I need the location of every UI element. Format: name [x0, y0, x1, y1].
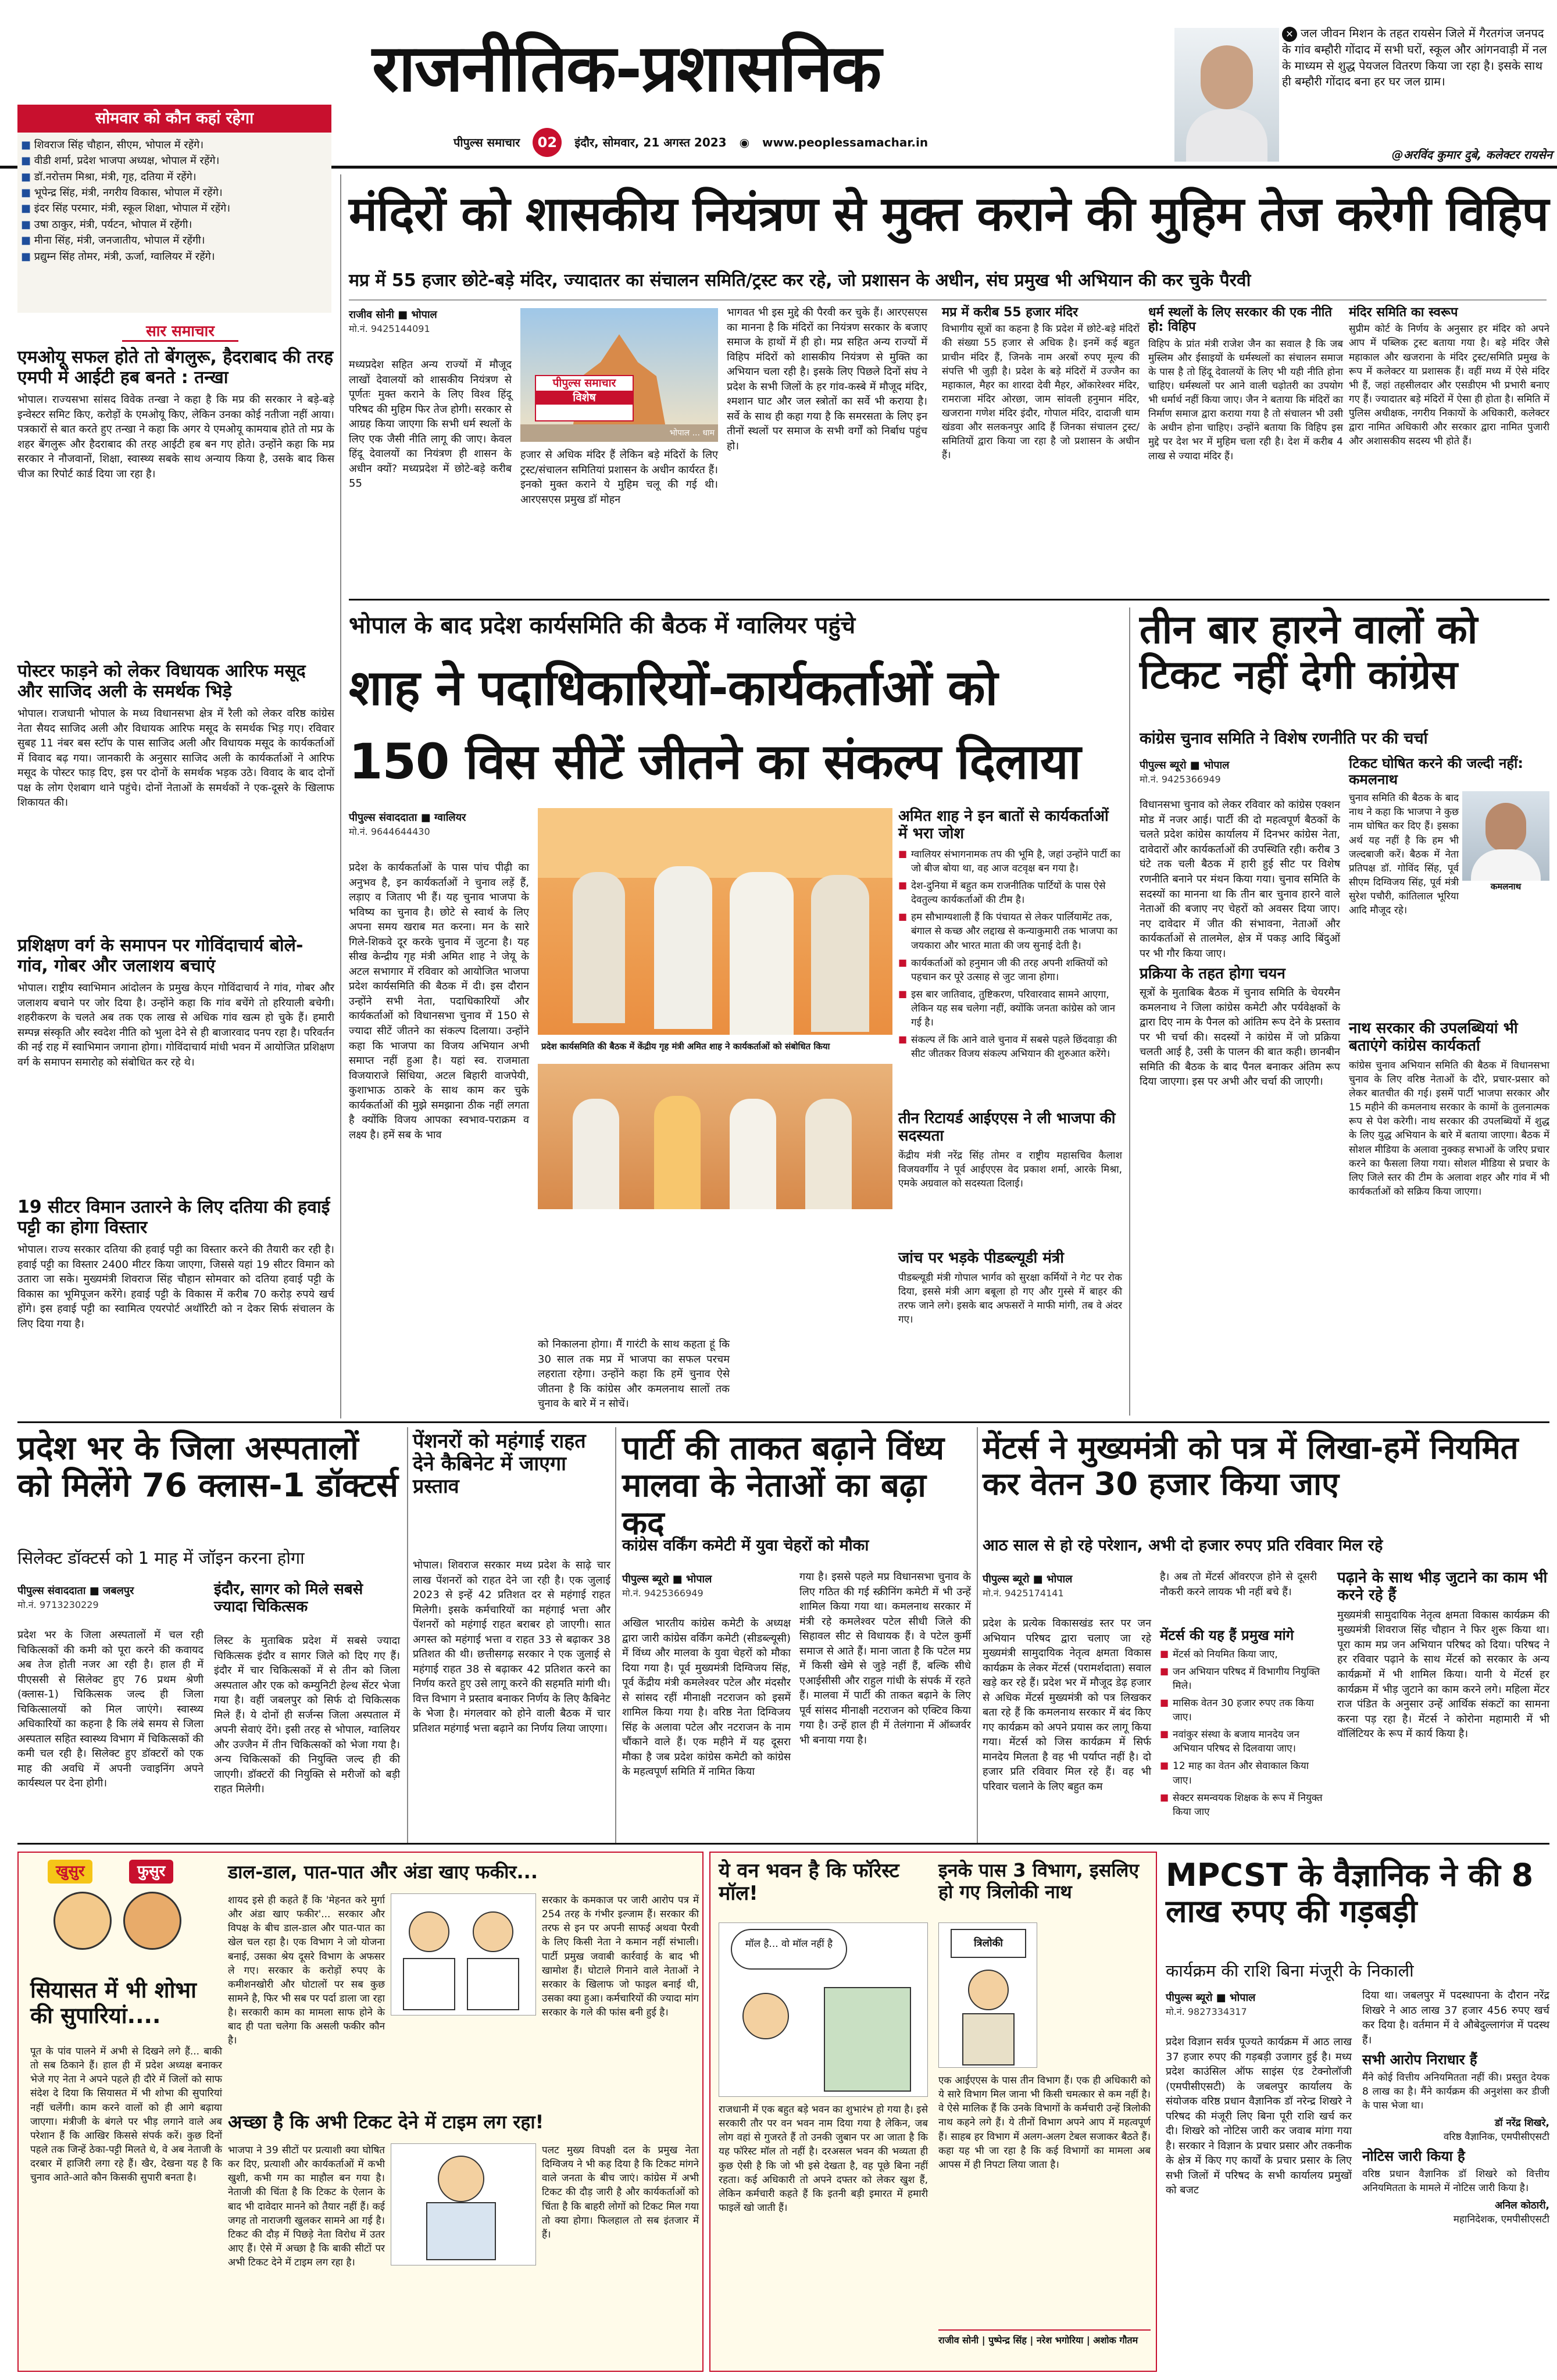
mentors-byline: पीपुल्स ब्यूरो ■ भोपाल मो.नं. 9425174141 [983, 1573, 1073, 1599]
shah-headline-line-2: 150 विस सीटें जीतने का संकल्प दिलाया [349, 733, 1081, 790]
website-link[interactable]: www.peoplessamachar.in [762, 135, 929, 149]
pension-body [413, 1558, 610, 1837]
retired-ias-head: तीन रिटायर्ड आईएएस ने ली भाजपा की सदस्यता [898, 1110, 1116, 1145]
vindhya-deck: कांग्रेस वर्किंग कमेटी में युवा चेहरों को मौका [622, 1536, 869, 1554]
trilok-headline: इनके पास 3 विभाग, इसलिए हो गए त्रिलोकी नाथ [938, 1859, 1140, 1903]
mentor-demand: ■ 12 माह का वेतन और सेवाकाल किया जाए। [1160, 1759, 1323, 1787]
shah-kicker: भोपाल के बाद प्रदेश कार्यसमिति की बैठक में ग्वालियर पहुंचे [349, 612, 856, 639]
vindhya-body [622, 1570, 971, 1837]
schedule-header: सोमवार को कौन कहां रहेगा [17, 105, 331, 133]
ticket-headline: अच्छा है कि अभी टिकट देने में टाइम लग रहा! [228, 2111, 544, 2133]
lead-story-body [349, 305, 930, 549]
fusur-label: फुसुर [129, 1860, 173, 1884]
pension-rule [615, 1427, 616, 1843]
shah-col-2-upper [538, 1215, 892, 1337]
mentors-col-2: है। अब तो मेंटर्स ऑवरएज होने से दूसरी नौकरी करने लायक भी नहीं बचे हैं। [1160, 1571, 1317, 1598]
dal-dal-headline: डाल-डाल, पात-पात और अंडा खाए फकीर... [228, 1861, 538, 1883]
mentors-deck: आठ साल से हो रहे परेशान, अभी दो हजार रुपए प्रति रविवार मिल रहे [983, 1536, 1383, 1554]
shah-headline-line-1: शाह ने पदाधिकारियों-कार्यकर्ताओं को [349, 659, 998, 716]
vindhya-headline: पार्टी की ताकत बढ़ाने विंध्य मालवा के नेताओं का बढ़ा कद [622, 1430, 945, 1542]
kamalnath-caption: कमलनाथ [1462, 881, 1549, 893]
mentors-crowd-head: पढ़ाने के साथ भीड़ जुटाने का काम भी करने रहे हैं [1337, 1569, 1548, 1604]
selection-process-head: प्रक्रिया के तहत होगा चयन [1140, 965, 1285, 983]
hospital-rule [407, 1427, 408, 1843]
shah-point: ■ संकल्प लें कि आने वाले चुनाव में सबसे पहले छिंदवाड़ा की सीट जीतकर विजय संकल्प अभियान की शुरुआत करेंगे। [898, 1033, 1122, 1061]
shah-points-list [898, 848, 1122, 1062]
special-badge: पीपुल्स समाचार विशेष [535, 375, 634, 421]
whisper-cartoon-icon [53, 1892, 112, 1950]
lead-headline: मंदिरों को शासकीय नियंत्रण से मुक्त कराने की मुहिम तेज करेगी विहिप [349, 187, 1549, 242]
shah-point: ■ देश-दुनिया में बहुत कम राजनीतिक पार्टियों के पास ऐसे देवतुल्य कार्यकर्ताओं की टीम है। [898, 879, 1122, 907]
listener-cartoon-icon [123, 1892, 181, 1950]
lead-col-2: हजार से अधिक मंदिर हैं लेकिन बड़े मंदिरों के लिए ट्रस्ट/संचालन समितियां प्रशासन के अधीन कार्यरत हैं। इनको मुक्त कराने ये मुहिम चलू की गई थी। आरएसएस प्रमुख डॉ मोहन [520, 449, 718, 506]
shah-col-1: प्रदेश के कार्यकर्ताओं के पास पांच पीढ़ी का अनुभव है, इन कार्यकर्ताओं ने चुनाव लड़ें हैं, लड़ाए व जिताए भी हैं। यह चुनाव भाजपा के भविष्य का चुनाव है। छोटे से स्वार्थ के लिए अपना समय खराब मत करना। मन के सारे गिले-शिकवे दूर करके चुनाव में जुटना है। यह सीख केन्द्रीय गृह मंत्री अमित शाह ने जेयू के अटल सभागार में रविवार को आयोजित भाजपा प्रदेश कार्यसमिति की बैठक में दी। इस दौरान उन्होंने सभी नेता, पदाधिकारियों और कार्यकर्ताओं को विधानसभा चुनाव में 150 से ज्यादा सीटें जीतने का संकल्प दिलाया। उन्होंने कहा कि भाजपा का विजय अभियान अभी समाप्त नहीं हुआ है। यहां स्व. राजमाता विजयाराजे सिंधिया, अटल बिहारी वाजपेयी, कुशाभाऊ ठाकरे के साथ काम कर चुके कार्यकर्ताओं की मुझे समझाना ठीक नहीं लगता है क्योंकि विजय आपका स्वभाव-पराक्रम व लक्ष्य है। हमें सब के भाव [349, 862, 529, 1141]
brief-headline: एमओयू सफल होते तो बेंगलुरू, हैदराबाद की तरह एमपी में आईटी हब बनते : तन्खा [17, 347, 334, 388]
lead-byline: राजीव सोनी ■ भोपाल मो.नं. 9425144091 [349, 309, 437, 334]
brief-1 [17, 348, 334, 656]
pwd-minister-body: पीडब्ल्यूडी मंत्री गोपाल भार्गव को सुरक्षा कर्मियों ने गेट पर रोक दिया, इससे मंत्री आग बबूला हो गए और गुस्से में बाहर की तरफ जाने लगे। इसके बाद अफसरों ने माफी मांगी, तब वे अंदर गए। [898, 1271, 1122, 1326]
bottom-band-rule [17, 1843, 1549, 1845]
brand-label: पीपुल्स समाचार [453, 135, 520, 149]
pension-headline: पेंशनरों को महंगाई राहत देने कैबिनेट में जाएगा प्रस्ताव [413, 1430, 586, 1499]
mpcst-deck: कार्यक्रम की राशि बिना मंजूरी के निकाली [1166, 1961, 1414, 1981]
dal-dal-cartoon [391, 1893, 536, 2016]
collector-quote [1282, 26, 1549, 151]
trilok-body: एक आईएएस के पास तीन विभाग हैं। एक ही अधिकारी को ये सारे विभाग मिल जाना भी किसी चमत्कार से कम नहीं है। वे ऐसे मालिक हैं कि उनके विभागों के कर्मचारी उन्हें त्रिलोकी नाथ कहने लगे हैं। ये तीनों विभाग अपने आप में महत्वपूर्ण हैं। साहब हर विभाग में अलग-अलग टेबल सजाकर बैठते हैं। कहा यह भी जा रहा है कि कई विभागों का मामला अब आपस में ही निपटा लिया जाता है। [938, 2075, 1151, 2171]
sidebar-rule [340, 174, 341, 1418]
hospital-col-2: लिस्ट के मुताबिक प्रदेश में सबसे ज्यादा चिकित्सक इंदौर व सागर जिले को दिए गए हैं। इंदौर में चार चिकित्सकों में से तीन को जिला अस्पताल और एक को कम्युनिटी हेल्थ सेंटर भेजा गया है। वहीं जबलपुर को सिर्फ दो चिकित्सक मिले हैं। ये दोनों ही सर्जन्स जिला अस्पताल में अपनी सेवाएं देंगे। इसी तरह से भोपाल, ग्वालियर और उज्जैन में तीन चिकित्सकों को भेजा गया है। अन्य चिकित्सकों की नियुक्ति जल्द ही की जाएगी। डॉक्टरों की नियुक्ति से मरीजों को बड़ी राहत मिलेगी। [214, 1635, 400, 1796]
temples-count-head: मप्र में करीब 55 हजार मंदिर [942, 305, 1079, 320]
mpcst-byline: पीपुल्स ब्यूरो ■ भोपाल मो.नं. 9827334317 [1166, 1992, 1256, 2017]
schedule-list [17, 133, 331, 313]
kamalnath-head: टिकट घोषित करने की जल्दी नहीं: कमलनाथ [1349, 755, 1523, 788]
globe-icon: ◉ [739, 135, 750, 149]
collector-photo [1174, 28, 1279, 162]
cong-deck: कांग्रेस चुनाव समिति ने विशेष रणनीति पर की चर्चा [1140, 730, 1428, 748]
shah-point: ■ ग्वालियर संभागनामक तप की भूमि है, जहां उन्होंने पार्टी का जो बीज बोया था, वह आज वटवृक्ष बन गया है। [898, 848, 1122, 875]
kamalnath-box [1349, 756, 1549, 1014]
shah-point: ■ कार्यकर्ताओं को हनुमान जी की तरह अपनी शक्तियों को पहचान कर पूरे उत्साह से जुट जाना होगा। [898, 956, 1122, 984]
vhp-policy-box [1148, 305, 1343, 549]
hospital-body [17, 1581, 401, 1837]
forest-headline: ये वन भवन है कि फॉरेस्ट मॉल! [719, 1859, 899, 1906]
nath-achievements-body: कांग्रेस चुनाव अभियान समिति की बैठक में विधानसभा चुनाव के लिए वरिष्ठ नेताओं के दौरे, प्रचार-प्रसार को लेकर बातचीत की गई। इसमें पार्टी भाजपा सरकार और 15 महीने की कमलनाथ सरकार के कामों के तुलनात्मक रूप से पेश करेगी। नाथ सरकार की उपलब्धियों में शुद्ध के लिए युद्ध अभियान के बारे में बताया जाएगा। बैठक में सोशल मीडिया के अलावा नुक्कड़ सभाओं के जरिए प्रचार करने का फैसला लिया गया। सोशल मीडिया से प्रचार के लिए जिले स्तर की टीम के अलावा शहर और गांव में भी कार्यकर्ताओं को सक्रिय किया जाएगा। [1349, 1059, 1549, 1198]
brief-2 [17, 662, 334, 935]
temples-count-box [942, 305, 1140, 549]
schedule-box [17, 105, 331, 317]
temple-photo-caption: भोपाल ... धाम [669, 428, 715, 438]
mentors-body [983, 1570, 1331, 1837]
shah-point: ■ हम सौभाग्यशाली हैं कि पंचायत से लेकर पार्लियामेंट तक, बंगाल से कच्छ और लद्दाख से कन्याकुमारी तक भाजपा का जयकारा और भारत माता की जय सुनाई देती है। [898, 910, 1122, 952]
hospital-col-1: प्रदेश भर के जिला अस्पतालों में चल रही चिकित्सकों की कमी को पूरा करने की कवायद अब तेज होती नजर आ रही है। हाल ही में पीएससी से सिलेक्ट हुए 76 प्रथम श्रेणी (क्लास-1) चिकित्सक जल्द ही जिला चिकित्सालयों को मिल जाएंगे। स्वास्थ्य अधिकारियों का कहना है कि लंबे समय से जिला अस्पताल सहित स्वास्थ्य विभाग में चिकित्सकों की कमी चल रही है। सिलेक्ट हुए डॉक्टरों को एक माह की अवधि में अपनी ज्वाइनिंग अपने कार्यस्थल पर देना होगी। [17, 1629, 203, 1790]
mentor-demand: ■ नवांकुर संस्था के बजाय मानदेय जन अभियान परिषद से दिलवाया जाए। [1160, 1728, 1323, 1756]
schedule-item: ■ मीना सिंह, मंत्री, जनजातीय, भोपाल में रहेंगी। [21, 234, 205, 247]
schedule-item: ■ भूपेन्द्र सिंह, मंत्री, नगरीय विकास, भोपाल में रहेंगे। [21, 187, 223, 199]
khusur-label: खुसुर [48, 1860, 92, 1884]
khusur-body: पूत के पांव पालने में अभी से दिखने लगे हैं... बाकी तो सब ठिकाने हैं। हाल ही में प्रदेश अध्यक्ष बनाकर भेजे गए नेता ने अपने पहले ही दौरे में जिलों को साफ संदेश दे दिया कि सियासत में भी शोभा की सुपारियां नहीं चलेंगी। काम करने वालों को ही आगे बढ़ाया जाएगा। मंत्रीजी के बंगले पर भीड़ लगाने वाले अब परेशान हैं कि आखिर किससे संपर्क करें। कुछ दिनों पहले तक जिन्हें ठेका-पट्टी मिलते थे, वे अब नेताजी के दरबार में हाजिरी लगा रहे हैं। खैर, देखना यह है कि चुनाव आते-आते कौन किसकी सुपारी बनता है। [30, 2046, 223, 2184]
pwd-minister-head: जांच पर भड़के पीडब्ल्यूडी मंत्री [898, 1249, 1064, 1267]
mentor-demands-list [1160, 1648, 1323, 1819]
mentors-headline: मेंटर्स ने मुख्यमंत्री को पत्र में लिखा-हमें नियमित कर वेतन 30 हजार किया जाए [983, 1430, 1519, 1503]
schedule-item: ■ वीडी शर्मा, प्रदेश भाजपा अध्यक्ष, भोपाल में रहेंगे। [21, 155, 220, 167]
khusur-badge [30, 1860, 205, 1970]
temple-committee-body: सुप्रीम कोर्ट के निर्णय के अनुसार हर मंदिर को अपने आप में पब्लिक ट्रस्ट बताया गया है। बड़े मंदिर जैसे महाकाल और खजराना के मंदिर ट्रस्ट/समिति प्रमुख के रूप में कलेक्टर या प्रशासक हैं। वहीं मध्य में ऐसे मंदिर भी हैं, जहां तहसीलदार और एसडीएम भी प्रभारी बनाए गए हैं। ज्यादातर बड़े मंदिरों में ऐसा ही होता है। समिति में पुलिस अधीक्षक, नगरीय निकायों के अधिकारी, कलेक्टर द्वारा नामित अधिकारी और सरकार द्वारा नामित पुजारी और अशासकीय सदस्य भी होते हैं। [1349, 323, 1549, 448]
brief-headline: प्रशिक्षण वर्ग के समापन पर गोविंदाचार्य बोले- गांव, गोबर और जलाशय बचाएं [17, 935, 303, 976]
shah-byline: पीपुल्स संवाददाता ■ ग्वालियर मो.नं. 9644644430 [349, 812, 466, 837]
nath-achievements-box [1349, 1020, 1549, 1416]
lead-deck: मप्र में 55 हजार छोटे-बड़े मंदिर, ज्यादातर का संचालन समिति/ट्रस्ट कर रहे, जो प्रशासन के अधीन, संघ प्रमुख भी अभियान की कर चुके पैरवी [349, 270, 1251, 291]
lead-col-1: मध्यप्रदेश सहित अन्य राज्यों में मौजूद लाखों देवालयों को शासकीय नियंत्रण से पूर्णतः मुक्त कराने के लिए विश्व हिंदू परिषद की मुहिम फिर तेज होगी। सरकार से आग्रह किया जाएगा कि सभी धर्म स्थलों के लिए एक जैसी नीति लागू की जाए। केवल हिंदू देवालयों का नियंत्रण ही शासन के अधीन क्यों? मध्यप्रदेश में छोटे-बड़े करीब 55 [349, 359, 512, 490]
page-number: 02 [533, 128, 562, 157]
brief-body: भोपाल। राज्यसभा सांसद विवेक तन्खा ने कहा है कि मप्र की सरकार ने बड़े-बड़े इन्वेस्टर समिट किए, करोड़ों के एमओयू किए, लेकिन उनका कोई नतीजा नहीं आया। पत्रकारों से बात करते हुए तन्खा ने कहा कि अगर ये एमओयू कामयाब होते तो मप्र के शहर बेंगलुरू और हैदराबाद की तरह आईटी हब बन गए होते। उन्होंने कहा कि मप्र सरकार ने नौजवानों, शिक्षा, स्वास्थ्य सबके साथ अन्याय किया है, उसके बाद किस चीज का रिपोर्ट कार्ड दिया जा रहा है। [17, 394, 334, 480]
cong-byline: पीपुल्स ब्यूरो ■ भोपाल मो.नं. 9425366949 [1140, 759, 1230, 785]
temple-committee-box [1349, 305, 1549, 549]
dal-dal-col-2: सरकार के कमकाज पर जारी आरोप पत्र में 254 तरह के गंभीर इल्जाम हैं। सरकार की तरफ से इन पर अपनी साफई अथवा पैरवी के लिए किसी नेता ने कमान नहीं संभाली। पार्टी प्रमुख जवाबी कार्रवाई के बाद भी खामोश हैं। घोटाले गिनाने वाले नेताओं ने सरकार के खिलाफ जो फाइल बनाई थी, उसका क्या हुआ। कर्मचारियों की ज्यादा मांग सरकार के गले की फांस बनी हुई है। [542, 1895, 699, 2018]
middle-band-rule [17, 1421, 1549, 1423]
brief-body: भोपाल। राष्ट्रीय स्वाभिमान आंदोलन के प्रमुख केएन गोविंदाचार्य ने गांव, गोबर और जलाशय बचाने पर जोर दिया है। उन्होंने कहा कि गांव बचेंगे तो हरियाली बचेगी। शहरीकरण के चलते अब तक एक लाख से अधिक गांव खत्म हो चुके हैं। हमारी सम्पन्न संस्कृति और स्वदेश नीति को भुला देने से ही बाजारवाद पनप रहा है। परिवर्तन की नई राह में स्वाभिमान जगाना होगा। गोविंदाचार्य मांधी भवन में आयोजित प्रशिक्षण वर्ग के समापन समारोह को संबोधित कर रहे थे। [17, 982, 334, 1069]
pwd-minister-box [898, 1250, 1122, 1416]
ias-join-photo [538, 1064, 892, 1209]
hospital-deck: सिलेक्ट डॉक्टर्स को 1 माह में जॉइन करना होगा [17, 1548, 305, 1568]
shah-point: ■ इस बार जातिवाद, तुष्टिकरण, परिवारवाद सामने आएगा, लेकिन यह सब चलेगा नहीं, क्योंकि जनता कांग्रेस को जान गई है। [898, 988, 1122, 1030]
mentor-demand: ■ जन अभियान परिषद में विभागीय नियुक्ति मिले। [1160, 1665, 1323, 1693]
mentors-col-1: प्रदेश के प्रत्येक विकासखंड स्तर पर जन अभियान परिषद द्वारा चलाए जा रहे मुख्यमंत्री सामुदायिक नेतृत्व क्षमता विकास कार्यक्रम के लेकर मेंटर्स (परामर्शदाता) सवाल खड़े कर रहे हैं। प्रदेश भर में मौजूद डेढ़ हजार से अधिक मेंटर्स मुख्यमंत्री को पत्र लिखकर बता रहे हैं कि कमलनाथ सरकार में बंद किए गए कार्यक्रम को अपने प्रयास कर लागू किया गया। मेंटर्स को जिस कार्यक्रम में सिर्फ मानदेय मिलता है वह भी पर्याप्त नहीं है। दो हजार प्रति रविवार मिल रहे हैं। वह भी परिवार चलाने के लिए बहुत कम [983, 1617, 1151, 1793]
notice-signature: अनिल कोठारी, महानिदेशक, एमपीसीएसटी [1453, 2200, 1549, 2226]
vhp-policy-body: विहिप के प्रांत मंत्री राजेश जैन का सवाल है कि जब मुस्लिम और ईसाइयों के धर्मस्थलों का संचालन समाज के पास है तो हिंदू देवालयों के लिए भी यही नीति होना चाहिए। धर्मस्थलों पर आने वाली चढ़ोतरी का उपयोग भी धर्मार्थ नहीं किया जाए। जैन ने बताया कि मंदिरों का निर्माण समाज द्वारा कराया गया है तो संचालन भी उसी के अधीन होना चाहिए। उन्होंने बताया कि विहिप इस मुद्दे पर देश भर में मुहिम चला रही है। देश में करीब 4 लाख से ज्यादा मंदिर हैं। [1148, 338, 1343, 462]
briefs-label: सार समाचार [122, 321, 238, 342]
mentor-demands-box [1160, 1628, 1323, 1837]
mentor-demand: ■ मासिक वेतन 30 हजार रुपए तक किया जाए। [1160, 1696, 1323, 1724]
pension-text: भोपाल। शिवराज सरकार मध्य प्रदेश के साढ़े चार लाख पेंशनरों को राहत देने जा रही है। एक जुलाई 2023 से इन्हें 42 प्रतिशत दर से महंगाई राहत मिलेगी। इसके कर्मचारियों का महंगाई भत्ता और पेंशनरों को महंगाई राहत बराबर हो जाएगी। सात अगस्त को महंगाई भत्ता व राहत 33 से बढ़ाकर 38 प्रतिशत की थी। छत्तीसगढ़ सरकार ने एक जुलाई से महंगाई राहत 38 से बढ़ाकर 42 प्रतिशत करने का निर्णय करते हुए उसे लागू करने की सहमति मांगी थी। वित्त विभाग ने प्रस्ताव बनाकर निर्णय के लिए कैबिनेट के भेजा है। मंगलवार को होने वाली बैठक में चार प्रतिशत महंगाई भत्ता बढ़ाने का निर्णय लिया जाएगा। [413, 1559, 610, 1735]
brief-body: भोपाल। राज्य सरकार दतिया की हवाई पट्टी का विस्तार करने की तैयारी कर रही है। हवाई पट्टी का विस्तार 2400 मीटर किया जाएगा, जिससे यहां 19 सीटर विमान को उतारा जा सके। मुख्यमंत्री शिवराज सिंह चौहान सोमवार को दतिया हवाई पट्टी के विकास का भूमिपूजन करेंगे। हवाई पट्टी के विकास में करीब 70 करोड़ रुपये खर्च होंगे। इस हवाई पट्टी का स्वामित्व एयरपोर्ट अथॉरिटी को न देकर सिर्फ संचालन के लिए दिया गया है। [17, 1243, 334, 1330]
cong-story-body [1140, 756, 1340, 1416]
cong-headline: तीन बार हारने वालों को टिकट नहीं देगी कांग्रेस [1140, 607, 1478, 699]
schedule-item: ■ प्रद्युम्न सिंह तोमर, मंत्री, ऊर्जा, ग्वालियर में रहेंगे। [21, 250, 215, 263]
mpcst-col-2: दिया था। जबलपुर में पदस्थापना के दौरान नरेंद्र शिखरे ने आठ लाख 37 हजार 456 रुपए खर्च कर दिया है। वर्तमान में वे औबेदुल्लागंज में पदस्थ हैं। सभी आरोप निराधार हैं मैंने कोई वित्तीय अनियमितता नहीं की। प्रस्तुत देयक 8 लाख का है। मैंने कार्यक्रम की अनुशंसा कर डीजी के पास भेजा था। डॉ नरेंद्र शिखरे, वरिष्ठ वैज्ञानिक, एमपीसीएसटी नोटिस जारी किया है वरिष्ठ प्रधान वैज्ञानिक डॉ शिखरे को वित्तीय अनियमितता के मामले में नोटिस जारी किया है। अनिल कोठारी, महानिदेशक, एमपीसीएसटी [1362, 1988, 1549, 2372]
mentors-crowd-box [1337, 1570, 1549, 1837]
retired-ias-box [898, 1110, 1122, 1244]
vindhya-col-1: अखिल भारतीय कांग्रेस कमेटी के अध्यक्ष द्वारा जारी कांग्रेस वर्किंग कमेटी (सीडब्ल्यूसी) में विंध्य और मालवा के युवा चेहरों को मौका दिया गया है। पूर्व मुख्यमंत्री दिग्विजय सिंह, पूर्व केंद्रीय मंत्री कमलेश्वर पटेल और मंदसौर से सांसद रहीं मीनाक्षी नटराजन को इसमें शामिल किया गया है। वरिष्ठ नेता दिग्विजय सिंह के अलावा पटेल और नटराजन के नाम चौंकाने वाले हैं। एक महीने में यह दूसरा मौका है जब प्रदेश कांग्रेस कमेटी को कांग्रेस के महत्वपूर्ण समिति में नामित किया [622, 1617, 791, 1778]
vindhya-rule [977, 1427, 978, 1843]
allegations-baseless-head: सभी आरोप निराधार हैं [1362, 2052, 1477, 2068]
dateline: इंदौर, सोमवार, 21 अगस्त 2023 [574, 135, 727, 149]
shah-photo [538, 808, 892, 1058]
masthead-title: राजनीतिक-प्रशासनिक [372, 30, 881, 106]
lead-bottom-rule [349, 599, 1549, 601]
allegations-baseless-body: मैंने कोई वित्तीय अनियमितता नहीं की। प्रस्तुत देयक 8 लाख का है। मैंने कार्यक्रम की अनुशंसा कर डीजी के पास भेजा था। [1362, 2071, 1549, 2112]
x-social-icon: ✕ [1282, 27, 1297, 42]
shah-points-head: अमित शाह ने इन बातों से कार्यकर्ताओं में भरा जोश [898, 807, 1109, 842]
forest-cartoon [719, 1922, 928, 2097]
dal-dal-col-1: शायद इसे ही कहते हैं कि 'मेहनत करे मुर्गा और अंडा खाए फकीर'... सरकार और विपक्ष के बीच डाल-डाल और पात-पात का खेल चल रहा है। एक विभाग ने जो योजना बनाई, उसका श्रेय दूसरे विभाग के अफसर ले गए। सरकार के करोड़ों रुपए के कमीशनखोरी और घोटालों पर सब कुछ सामने है, फिर भी सब पर पर्दा डाला जा रहा है। सरकारी काम का मामला साफ होने के बाद ही पता चलेगा कि असली फकीर कौन है। [228, 1895, 385, 2047]
khusur-fusur-box [17, 1852, 703, 2372]
forest-speech-bubble: मॉल है... वो मॉल नहीं है [731, 1929, 847, 1970]
brief-headline: 19 सीटर विमान उतारने के लिए दतिया की हवाई पट्टी का होगा विस्तार [17, 1197, 330, 1238]
satire-box [709, 1852, 1157, 2372]
mpcst-col-1: प्रदेश विज्ञान सर्वत्र पूज्यते कार्यक्रम में आठ लाख 37 हजार रुपए की गड़बड़ी उजागर हुई है। मध्य प्रदेश काउंसिल ऑफ साइंस एंड टेक्नोलॉजी (एमपीसीएसटी) के जबलपुर कार्यालय के संयोजक वरिष्ठ प्रधान वैज्ञानिक डॉ नरेन्द्र शिखरे ने परिषद की मंजूरी लिए बिना पूरी राशि खर्च कर दी। शिखरे को नोटिस जारी कर जवाब मांगा गया है। सरकार ने विज्ञान के प्रचार प्रसार और तकनीक के क्षेत्र में किए गए कार्यों के प्रचार प्रसार के लिए सभी जिलों में परिषद के सभी कार्यालय प्रमुखों को बजट [1166, 2036, 1352, 2197]
quote-text: जल जीवन मिशन के तहत रायसेन जिले में गैरतगंज जनपद के गांव बम्हौरी गोंदाद में सभी घरों, स्कूल और आंगनवाड़ी में नल के माध्यम से शुद्ध पेयजल वितरण किया जा रहा है। इसके साथ ही बम्हौरी गोंदाद बना हर घर जल ग्राम। [1282, 26, 1547, 89]
deck-rule [349, 299, 1547, 301]
mentor-demands-head: मेंटर्स की यह हैं प्रमुख मांगे [1160, 1627, 1294, 1643]
temple-committee-head: मंदिर समिति का स्वरूप [1349, 305, 1458, 320]
hospital-byline: पीपुल्स संवाददाता ■ जबलपुर मो.नं. 9713230229 [17, 1585, 134, 1610]
cartoon-credits: राजीव सोनी | पुष्पेन्द्र सिंह | नरेश भगोरिया | अशोक गौतम [938, 2329, 1151, 2364]
shah-col-2-text: को निकालना होगा। मैं गारंटी के साथ कहता हूं कि 30 साल तक मप्र में भाजपा का सफल परचम लहराता रहेगा। उन्होंने कहा कि हमें चुनाव ऐसे जीतना है कि कांग्रेस और कमलनाथ सालों तक चुनाव के बारे में न सोचें। [538, 1338, 730, 1410]
retired-ias-body: केंद्रीय मंत्री नरेंद्र सिंह तोमर व राष्ट्रीय महासचिव कैलाश विजयवर्गीय ने पूर्व आईएएस वेद प्रकाश शर्मा, आरके मिश्रा, एमके अग्रवाल को सदस्यता दिलाई। [898, 1149, 1122, 1190]
quote-author: @अरविंद कुमार दुबे, कलेक्टर रायसेन [1391, 148, 1552, 162]
mentor-demand: ■ मेंटर्स को नियमित किया जाए, [1160, 1648, 1323, 1661]
shah-points-box [898, 808, 1122, 1110]
selection-process-body: सूत्रों के मुताबिक बैठक में चुनाव समिति के चेयरमैन कमलनाथ ने जिला कांग्रेस कमेटी और पर्यवेक्षकों के द्वारा दिए नाम के पैनल को आंतिम रूप देने के प्रस्ताव पर भी चर्चा की। सदस्यों ने कांग्रेस में जो प्रक्रिया चलती आई है, उसी के पालन की बात कही। छानबीन समिति की बैठक के बाद पैनल बनाकर अंतिम रूप दिया जाएगा। इस पर अभी और चर्चा की जाएगी। [1140, 987, 1340, 1088]
shah-right-rule [1129, 607, 1130, 1416]
hospital-headline: प्रदेश भर के जिला अस्पतालों को मिलेंगे 76 क्लास-1 डॉक्टर्स [17, 1430, 399, 1505]
brief-body: भोपाल। राजधानी भोपाल के मध्य विधानसभा क्षेत्र में रैली को लेकर वरिष्ठ कांग्रेस नेता सैयद साजिद अली और विधायक आरिफ मसूद के समर्थक भिड़ गए। रविवार सुबह 11 नंबर बस स्टॉप के पास साजिद अली और विधायक मसूद के कार्यकर्ताओं में विवाद बढ़ गया। जानकारी के अनुसार साजिद अली के कार्यकर्ताओं ने आरिफ मसूद के पोस्टर फाड़ दिए, इस पर दोनों के समर्थक भड़क उठे। विवाद के बाद दोनों पक्ष के लोग ऐशबाग थाने पहुंचे। दोनों नेताओं के समर्थकों ने एक-दूसरे के खिलाफ शिकायत की। [17, 707, 334, 809]
mpcst-body [1166, 1988, 1549, 2372]
mentor-demand: ■ सेक्टर समन्वयक शिक्षक के रूप में नियुक्त किया जाए [1160, 1791, 1323, 1819]
masthead-strip [453, 125, 1186, 160]
notice-issued-body: वरिष्ठ प्रधान वैज्ञानिक डॉ शिखरे को वित्तीय अनियमितता के मामले में नोटिस जारी किया है। [1362, 2168, 1549, 2195]
schedule-item: ■ इंदर सिंह परमार, मंत्री, स्कूल शिक्षा, भोपाल में रहेंगे। [21, 202, 231, 215]
nath-achievements-head: नाथ सरकार की उपलब्धियां भी बताएंगे कांग्रेस कार्यकर्ता [1349, 1020, 1518, 1055]
mpcst-headline: MPCST के वैज्ञानिक ने की 8 लाख रुपए की गड़बड़ी [1166, 1857, 1534, 1930]
vindhya-byline: पीपुल्स ब्यूरो ■ भोपाल मो.नं. 9425366949 [622, 1573, 712, 1599]
brief-4 [17, 1198, 334, 1413]
schedule-item: ■ उषा ठाकुर, मंत्री, पर्यटन, भोपाल में रहेंगी। [21, 218, 192, 231]
cong-col-1: विधानसभा चुनाव को लेकर रविवार को कांग्रेस एक्शन मोड में नजर आई। पार्टी की दो महत्वपूर्ण बैठकों के चलते प्रदेश कांग्रेस कार्यालय में दिनभर कांग्रेस नेता, दावेदारों और कार्यकर्ताओं की उपस्थिति रही। करीब 3 घंटे तक चली बैठक में हारी हुई सीट पर विशेष रणनीति बनाने पर मंथन किया गया। चुनाव समिति के सदस्यों का मानना था कि तीन बार चुनाव हारने वाले नेताओं की बजाए नए चेहरों को अवसर दिया जाए। नए दावेदार में जीत की संभावना, नेताओं और कार्यकर्ताओं से तालमेल, क्षेत्र में पकड़ आदि बिंदुओं पर भी गौर किया जाए। [1140, 799, 1340, 960]
hospital-subhead: इंदौर, सागर को मिले सबसे ज्यादा चिकित्सक [214, 1581, 363, 1616]
mentors-crowd-body: मुख्यमंत्री सामुदायिक नेतृत्व क्षमता विकास कार्यक्रम की मुख्यमंत्री शिवराज सिंह चौहान ने फिर शुरू किया था। पूरा काम मप्र जन अभियान परिषद को दिया। परिषद ने हर रविवार पढ़ाने के साथ मेंटर्स को सरकार के अन्य कार्यक्रमों में भी शामिल किया। यानी ये मेंटर्स हर कार्यक्रम में भीड़ जुटाने का काम करने लगे। महिला मेंटर राज पंडित के अनुसार उन्हें आर्थिक संकटों का सामना करना पड़ रहा है। मेंटर्स ने कोरोना महामारी में भी वॉलिंटियर के रूप में कार्य किया है। [1337, 1609, 1549, 1741]
ticket-col-2: पलट मुख्य विपक्षी दल के प्रमुख नेता दिग्विजय ने भी कह दिया है कि टिकट मांगने वाले जनता के बीच जाएं। कांग्रेस में अभी टिकट की दौड़ जारी है और कार्यकर्ताओं को चिंता है कि बाहरी लोगों को टिकट मिल गया तो क्या होगा। फिलहाल तो सब इंतजार में हैं। [542, 2145, 699, 2240]
khusur-headline: सियासत में भी शोभा की सुपारियां.... [30, 1977, 197, 2028]
ticket-cartoon [391, 2143, 536, 2265]
vhp-policy-head: धर्म स्थलों के लिए सरकार की एक नीति हो: विहिप [1148, 305, 1333, 335]
ticket-col-1: भाजपा ने 39 सीटों पर प्रत्याशी क्या घोषित कर दिए, प्रत्याशी और कार्यकर्ताओं में कभी खुशी, कभी गम का माहौल बन गया है। नेताजी की चिंता है कि टिकट के ऐलान के बाद भी दावेदार मानने को तैयार नहीं हैं। कई जगह तो नाराजगी खुलकर सामने आ गई है। टिकट की दौड़ में पिछड़े नेता विरोध में उतर आए हैं। ऐसे में अच्छा है कि बाकी सीटों पर अभी टिकट देने में टाइम लग रहा है। [228, 2145, 385, 2268]
schedule-item: ■ शिवराज सिंह चौहान, सीएम, भोपाल में रहेंगे। [21, 139, 204, 151]
brief-3 [17, 936, 334, 1192]
brief-headline: पोस्टर फाड़ने को लेकर विधायक आरिफ मसूद और साजिद अली के समर्थक भिड़े [17, 661, 306, 702]
schedule-item: ■ डॉ.नरोत्तम मिश्रा, मंत्री, गृह, दतिया में रहेंगे। [21, 170, 197, 183]
allegations-signature: डॉ नरेंद्र शिखरे, वरिष्ठ वैज्ञानिक, एमपीसीएसटी [1443, 2117, 1549, 2143]
forest-body: राजधानी में एक बहुत बड़े भवन का शुभारंभ हो गया है। इसे सरकारी तौर पर वन भवन नाम दिया गया है लेकिन, जब लोग वहां से गुजरते हैं तो उनकी जुबान पर आ जाता है कि यह फॉरेस्ट मॉल तो नहीं है। दरअसल भवन की भव्यता ही कुछ ऐसी है कि जो भी इसे देखता है, वह पूछे बिना नहीं रहता। कई अधिकारी तो अपने दफ्तर को लेकर खुश हैं, लेकिन कर्मचारी कहते हैं कि इतनी बड़ी इमारत में हमारी फाइलें खो जाती हैं। [719, 2104, 929, 2214]
lead-col-3: भागवत भी इस मुद्दे की पैरवी कर चुके हैं। आरएसएस का मानना है कि मंदिरों का नियंत्रण सरकार के बजाए समाज के हाथों में ही हो। मप्र सहित अन्य राज्यों में विहिप मंदिरों को शासकीय नियंत्रण से मुक्ति का अभियान चला रही है। इसके लिए पिछले दिनों संघ ने प्रदेश के सभी जिलों के हर गांव-कस्बे में मौजूद मंदिर, श्मशान घाट और जल स्त्रोतों का सर्वे भी कराया है। सर्वे के साथ ही कहा गया है कि समरसता के लिए इन तीनों स्थलों पर समाज के सभी वर्गों को निर्बाध पहुंच हो। [727, 306, 927, 452]
notice-issued-head: नोटिस जारी किया है [1362, 2148, 1465, 2165]
shah-photo-caption: प्रदेश कार्यसमिति की बैठक में केंद्रीय गृह मंत्री अमित शाह ने कार्यकर्ताओं को संबोधित किया [538, 1035, 892, 1058]
vindhya-col-2: गया है। इससे पहले मप्र विधानसभा चुनाव के लिए गठित की गई स्क्रीनिंग कमेटी में भी उन्हें शामिल किया गया था। कमलनाथ सरकार में मंत्री रहे कमलेश्वर पटेल सीधी जिले की सिहावल सीट से विधायक हैं। वे पटेल कुर्मी समाज से आते हैं। माना जाता है कि पटेल मप्र में किसी खेमे से जुड़े नहीं हैं, बल्कि सीधे एआईसीसी और राहुल गांधी के संपर्क में रहते हैं। मालवा में पार्टी की ताकत बढ़ाने के लिए पूर्व सांसद मीनाक्षी नटराजन को एक्टिव किया गया है। उन्हें हाल ही में तेलंगाना में ऑब्जर्वर भी बनाया गया है। [799, 1571, 971, 1747]
trilok-cartoon [938, 1922, 1037, 2068]
kamalnath-photo [1462, 791, 1549, 893]
kamalnath-body: चुनाव समिति की बैठक के बाद नाथ ने कहा कि भाजपा ने कुछ नाम घोषित कर दिए हैं। इसका अर्थ यह नहीं है कि हम भी जल्दबाजी करें। बैठक में नेता प्रतिपक्ष डॉ. गोविंद सिंह, पूर्व सीएम दिग्विजय सिंह, पूर्व मंत्री सुरेश पचौरी, कांतिलाल भूरिया आदि मौजूद रहे। [1349, 792, 1459, 917]
trilok-sign: त्रिलोकी [951, 1929, 1026, 1958]
temples-count-body: विभागीय सूत्रों का कहना है कि प्रदेश में छोटे-बड़े मंदिरों की संख्या 55 हजार से अधिक है। इनमें कई बहुत प्राचीन मंदिर हैं, जिनके नाम अरबों रुपए मूल्य की संपत्ति भी जुड़ी है। प्रदेश के बड़े मंदिरों में उज्जैन का महाकाल, मैहर का शारदा देवी मैहर, ओंकारेश्वर मंदिर, रामराजा मंदिर ओरछा, जाम सांवली हनुमान मंदिर, खजराना गणेश मंदिर इंदौर, गोपाल मंदिर, दादाजी धाम खंडवा और सलकनपुर आदि हैं जिनका संचालन ट्रस्ट/समितियों द्वारा किया जा रहा है जो प्रशासन के अधीन हैं। [942, 323, 1140, 462]
